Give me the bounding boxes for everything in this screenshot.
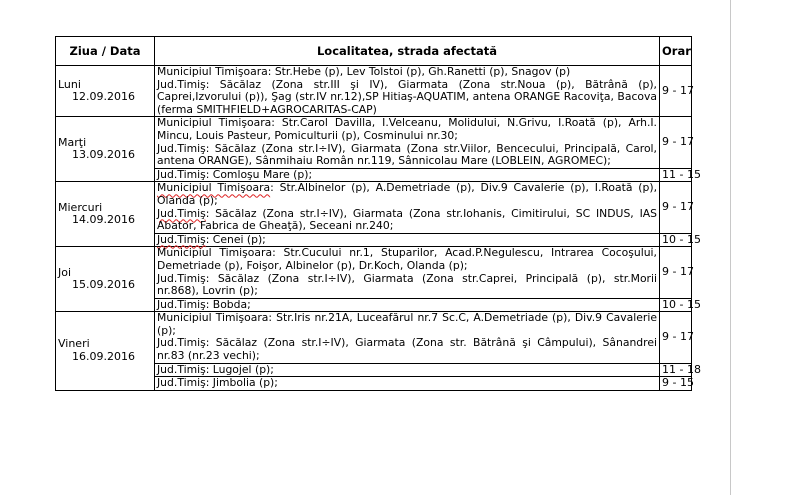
outage-schedule-table <box>55 36 701 391</box>
location-cell <box>155 298 660 312</box>
location-cell <box>155 247 660 298</box>
location-cell <box>155 377 660 391</box>
hours-cell: 10 - 15 <box>660 298 692 312</box>
location-text: Jud.Timiş: Cenei (p); <box>157 232 266 246</box>
location-text: Municipiul Timişoara: Str.Hebe (p), Lev Tolstoi (p), Gh.Ranetti (p), Snagov (p) <box>157 65 571 78</box>
day-name: Miercuri <box>58 200 103 214</box>
table-row <box>56 312 692 363</box>
location-text: Municipiul Timişoara: Str.Carol Davilla, I.Velceanu, Molidului, N.Grivu, I.Roată (p), Arh.I. Mincu, Louis Pasteur, Pomiculturii (p), Cosminului nr.30; <box>157 116 657 142</box>
hours-cell: 9 - 15 <box>660 377 692 391</box>
table-row <box>56 247 692 298</box>
location-text: Jud.Timiş: Comloşu Mare (p); <box>157 167 313 181</box>
day-cell <box>56 247 155 312</box>
table-row <box>56 182 692 233</box>
day-cell <box>56 312 155 391</box>
location-cell <box>155 66 660 117</box>
location-text: Jud.Timiş: Lugojel (p); <box>157 362 274 376</box>
location-text: Jud.Timiş: Săcălaz (Zona str.I÷IV), Giarmata (Zona str.Caprei, Principală (p), str.Morii nr.868), Lovrin (p); <box>157 271 657 298</box>
location-text: Municipiul Timişoara: Str.Albinelor (p), A.Demetriade (p), Div.9 Cavalerie (p), I.Roată (p), Olanda (p); <box>157 181 657 207</box>
day-date: 16.09.2016 <box>72 350 135 364</box>
header-hours: Orar <box>660 37 692 66</box>
location-text: Jud.Timiş: Jimbolia (p); <box>157 376 278 390</box>
day-name: Vineri <box>58 337 90 351</box>
page-edge <box>730 0 731 495</box>
table-row <box>56 66 692 117</box>
hours-cell: 9 - 17 <box>660 117 692 168</box>
location-text: Jud.Timiş: Săcălaz (Zona str.I÷IV), Giarmata (Zona str.Iohanis, Cimitirului, SC INDUS, IAS Abator, Fabrica de Gheaţă), Seceani nr.240; <box>157 206 657 233</box>
day-date: 15.09.2016 <box>72 278 135 292</box>
location-cell <box>155 182 660 233</box>
hours-cell: 9 - 17 <box>660 66 692 117</box>
hours-cell: 9 - 17 <box>660 312 692 363</box>
hours-cell: 11 - 18 <box>660 363 692 377</box>
header-location: Localitatea, strada afectată <box>155 37 660 66</box>
day-date: 13.09.2016 <box>72 148 135 162</box>
location-cell <box>155 363 660 377</box>
location-cell <box>155 233 660 247</box>
location-text: Jud.Timiş: Bobda; <box>157 297 251 311</box>
location-text: Jud.Timiş: Săcălaz (Zona str.III şi IV), Giarmata (Zona str.Noua (p), Bătrână (p), Caprei,Izvorului (p)), Şag (str.IV nr.12),SP Hitiaş-AQUATIM, antena ORANGE Racoviţa, Bacova (ferma SMITHFIELD+AGROCARITAS-CAP) <box>157 77 657 116</box>
day-date: 14.09.2016 <box>72 213 135 227</box>
location-text: Municipiul Timişoara: Str.Cucului nr.1, Stuparilor, Acad.P.Negulescu, Intrarea Cocoşului, Demetriade (p), Foişor, Albinelor (p), Dr.Koch, Olanda (p); <box>157 246 657 272</box>
header-row <box>56 37 692 66</box>
day-date: 12.09.2016 <box>72 90 135 104</box>
location-cell <box>155 312 660 363</box>
table-row <box>56 117 692 168</box>
hours-cell: 9 - 17 <box>660 247 692 298</box>
day-name: Marţi <box>58 135 87 149</box>
schedule-body <box>56 65 701 391</box>
day-name: Luni <box>58 77 81 91</box>
header-day: Ziua / Data <box>56 37 155 66</box>
hours-cell: 9 - 17 <box>660 182 692 233</box>
day-cell <box>56 182 155 247</box>
hours-cell: 10 - 15 <box>660 233 692 247</box>
day-cell <box>56 66 155 117</box>
location-text: Municipiul Timişoara: Str.Iris nr.21A, Luceafărul nr.7 Sc.C, A.Demetriade (p), Div.9 Cavalerie (p); <box>157 311 657 337</box>
day-name: Joi <box>58 265 72 279</box>
location-cell <box>155 168 660 182</box>
location-cell <box>155 117 660 168</box>
location-text: Jud.Timiş: Săcălaz (Zona str.I÷IV), Giarmata (Zona str. Bătrână şi Câmpului), Sânandrei nr.83 (nr.23 vechi); <box>157 336 657 363</box>
day-cell <box>56 117 155 182</box>
hours-cell: 11 - 15 <box>660 168 692 182</box>
location-text: Jud.Timiş: Săcălaz (Zona str.I÷IV), Giarmata (Zona str.Viilor, Bencecului, Principală, Carol, antena ORANGE), Sânmihaiu Român nr.119, Sânnicolau Mare (LOBLEIN, AGROMEC); <box>157 141 657 168</box>
